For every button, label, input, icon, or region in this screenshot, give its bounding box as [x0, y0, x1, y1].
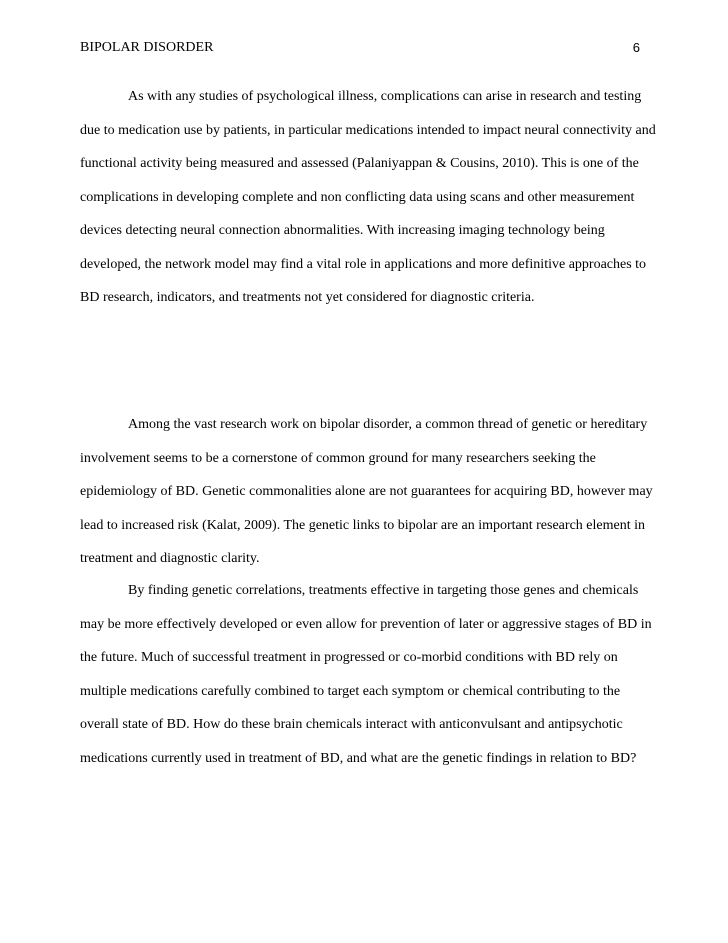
body-paragraph: Among the vast research work on bipolar disorder, a common thread of genetic or hereditary involvement seems to be a cornerstone of common ground for many researchers seeking the epidemiology of BD. Genetic commonalities alone are not guarantees for acquiring BD, however may lead to increased risk (Kalat, 2009). The genetic links to bipolar are an important research element in treatment and diagnostic clarity.: [80, 417, 653, 566]
page-number: 6: [632, 40, 640, 55]
running-head: BIPOLAR DISORDER: [80, 40, 214, 55]
body-paragraph: By finding genetic correlations, treatments effective in targeting those genes and chemicals may be more effectively developed or even allow for prevention of later or aggressive stages of BD in the future. Much of successful treatment in progressed or co-morbid conditions with BD rely on multiple medications carefully combined to target each symptom or chemical contributing to the overall state of BD. How do these brain chemicals interact with anticonvulsant and antipsychotic medications currently used in treatment of BD, and what are the genetic findings in relation to BD?: [80, 583, 652, 766]
body-paragraph: As with any studies of psychological illness, complications can arise in research and testing due to medication use by patients, in particular medications intended to impact neural connectivity and functional activity being measured and assessed (Palaniyappan & Cousins, 2010). This is one of the complications in developing complete and non conflicting data using scans and other measurement devices detecting neural connection abnormalities. With increasing imaging technology being developed, the network model may find a vital role in applications and more definitive approaches to BD research, indicators, and treatments not yet considered for diagnostic criteria.: [80, 89, 656, 305]
page-header: [80, 38, 640, 58]
